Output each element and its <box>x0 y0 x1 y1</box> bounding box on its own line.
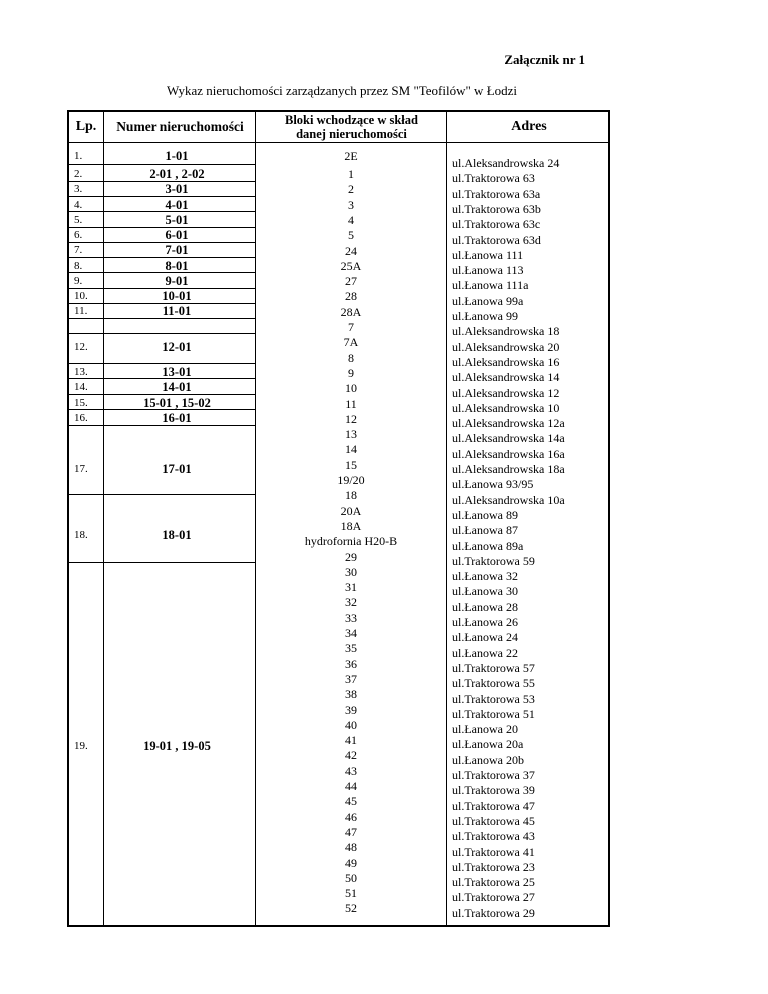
block-cell: 19/20 <box>337 473 365 487</box>
address-cell: ul.Łanowa 89 <box>452 507 518 522</box>
block-cell: 44 <box>345 779 357 793</box>
row-lp: 6. <box>74 229 83 241</box>
row-lp: 13. <box>74 366 88 378</box>
address-cell: ul.Aleksandrowska 10a <box>452 492 565 507</box>
address-cell: ul.Traktorowa 63d <box>452 232 541 247</box>
address-cell: ul.Aleksandrowska 14 <box>452 370 560 385</box>
row-lp: 5. <box>74 214 83 226</box>
block-cell: 8 <box>348 350 354 365</box>
block-cell: 31 <box>345 580 357 595</box>
property-number: 14-01 <box>162 380 192 394</box>
address-cell: ul.Łanowa 32 <box>452 569 518 584</box>
row-lp: 12. <box>74 341 88 353</box>
block-cell: 30 <box>345 564 357 579</box>
row-divider <box>69 288 255 289</box>
block-cell: 25A <box>340 258 362 273</box>
address-cell: ul.Traktorowa 39 <box>452 783 535 798</box>
address-cell: ul.Łanowa 111a <box>452 278 529 293</box>
row-lp: 16. <box>74 412 88 424</box>
row-lp: 3. <box>74 183 83 195</box>
address-cell: ul.Traktorowa 43 <box>452 829 535 844</box>
address-cell: ul.Łanowa 24 <box>452 630 518 645</box>
address-cell: ul.Łanowa 20b <box>452 752 524 767</box>
address-cell: ul.Łanowa 99a <box>452 293 524 308</box>
row-divider <box>69 562 255 563</box>
row-divider <box>69 333 255 334</box>
row-divider <box>69 211 255 212</box>
row-divider <box>69 181 255 182</box>
block-cell: 33 <box>345 610 357 625</box>
block-cell: 9 <box>348 365 354 380</box>
block-cell: 13 <box>345 427 357 442</box>
address-cell: ul.Traktorowa 57 <box>452 660 535 675</box>
row-lp: 2. <box>74 168 83 180</box>
address-cell: ul.Traktorowa 53 <box>452 691 535 706</box>
column-divider <box>446 112 447 925</box>
address-cell: ul.Traktorowa 27 <box>452 890 535 905</box>
address-cell: ul.Traktorowa 63a <box>452 186 541 201</box>
address-cell: ul.Traktorowa 23 <box>452 859 535 874</box>
address-cell: ul.Traktorowa 63 <box>452 171 535 186</box>
address-cell: ul.Łanowa 93/95 <box>452 477 534 492</box>
row-lp: 14. <box>74 381 88 393</box>
block-cell: 1 <box>348 167 354 181</box>
row-divider <box>69 196 255 197</box>
address-cell: ul.Traktorowa 55 <box>452 676 535 691</box>
address-cell: ul.Aleksandrowska 14a <box>452 431 565 446</box>
address-cell: ul.Łanowa 28 <box>452 599 518 614</box>
address-cell: ul.Łanowa 99 <box>452 309 518 323</box>
annex-label: Załącznik nr 1 <box>504 52 585 67</box>
address-cell: ul.Aleksandrowska 18a <box>452 462 565 476</box>
block-cell: 46 <box>345 809 357 824</box>
row-divider <box>69 494 255 495</box>
property-number: 7-01 <box>165 243 189 257</box>
block-cell: 36 <box>345 656 357 671</box>
property-number: 16-01 <box>162 411 192 425</box>
row-divider <box>69 409 255 410</box>
property-number: 12-01 <box>162 340 192 354</box>
address-cell: ul.Łanowa 87 <box>452 523 518 538</box>
row-divider <box>69 272 255 273</box>
row-divider <box>69 227 255 228</box>
address-cell: ul.Łanowa 89a <box>452 538 524 553</box>
block-cell: 10 <box>345 381 357 396</box>
property-number: 6-01 <box>165 228 189 242</box>
block-cell: 41 <box>345 733 357 748</box>
block-cell: 50 <box>345 870 357 885</box>
block-cell: 15 <box>345 457 357 472</box>
address-cell: ul.Traktorowa 47 <box>452 798 535 813</box>
block-cell: 28 <box>345 289 357 304</box>
address-cell: ul.Traktorowa 37 <box>452 768 535 782</box>
block-cell: 5 <box>348 228 354 243</box>
address-cell: ul.Traktorowa 25 <box>452 875 535 890</box>
header-lp: Lp. <box>75 119 97 134</box>
address-cell: ul.Łanowa 20 <box>452 722 518 737</box>
block-cell: 2E <box>344 149 358 163</box>
address-cell: ul.Łanowa 113 <box>452 263 524 278</box>
block-cell: 18A <box>340 518 362 533</box>
address-cell: ul.Łanowa 20a <box>452 737 524 752</box>
block-cell: 4 <box>348 212 354 227</box>
block-cell: 11 <box>345 396 357 411</box>
address-cell: ul.Aleksandrowska 16a <box>452 446 565 461</box>
block-cell: 7A <box>343 335 359 350</box>
block-cell: 32 <box>345 595 357 610</box>
block-cell: 51 <box>345 886 357 901</box>
header-numer: Numer nieruchomości <box>116 119 244 134</box>
row-lp: 7. <box>74 244 83 256</box>
property-number: 4-01 <box>165 198 189 212</box>
row-divider <box>69 394 255 395</box>
block-cell: 12 <box>345 411 357 426</box>
property-number: 11-01 <box>162 304 192 318</box>
property-number: 2-01 , 2-02 <box>149 167 205 181</box>
address-cell: ul.Łanowa 22 <box>452 645 518 660</box>
property-number: 19-01 , 19-05 <box>143 739 211 753</box>
row-divider <box>69 378 255 379</box>
block-cell: 7 <box>348 320 354 334</box>
row-lp: 8. <box>74 260 83 272</box>
property-number: 5-01 <box>165 213 189 227</box>
row-lp: 18. <box>74 529 88 541</box>
property-number: 3-01 <box>165 182 189 196</box>
property-number: 10-01 <box>162 289 192 303</box>
address-cell: ul.Traktorowa 51 <box>452 706 535 721</box>
block-cell: 37 <box>345 671 357 686</box>
block-cell: 35 <box>345 641 357 656</box>
address-cell: ul.Aleksandrowska 24 <box>452 156 560 170</box>
block-cell: 28A <box>340 304 362 319</box>
properties-table <box>67 110 610 927</box>
address-cell: ul.Aleksandrowska 12a <box>452 416 565 431</box>
block-cell: 47 <box>345 824 357 839</box>
block-cell: 14 <box>345 442 357 457</box>
address-cell: ul.Łanowa 26 <box>452 615 518 629</box>
address-cell: ul.Traktorowa 63c <box>452 217 541 232</box>
block-cell: 20A <box>340 503 362 518</box>
block-cell: hydrofornia H20-B <box>304 534 398 549</box>
block-cell: 27 <box>345 274 357 289</box>
row-lp: 10. <box>74 290 88 302</box>
property-number: 8-01 <box>165 259 189 273</box>
block-cell: 29 <box>345 549 357 564</box>
block-cell: 42 <box>345 748 357 763</box>
address-cell: ul.Aleksandrowska 18 <box>452 324 560 339</box>
document-title-text: Wykaz nieruchomości zarządzanych przez SM "Teofilów" w Łodzi <box>166 83 518 98</box>
header-adres: Adres <box>511 119 547 134</box>
row-divider <box>69 164 255 165</box>
property-number: 9-01 <box>165 274 189 288</box>
block-cell: 34 <box>345 626 357 640</box>
block-cell: 39 <box>345 702 357 717</box>
document-title <box>0 83 768 99</box>
header-bloki: Bloki wchodzące w skład danej nieruchomości <box>284 113 418 141</box>
address-cell: ul.Aleksandrowska 20 <box>452 339 560 354</box>
address-cell: ul.Aleksandrowska 16 <box>452 354 560 369</box>
property-number: 13-01 <box>162 365 192 379</box>
block-cell: 40 <box>345 717 357 732</box>
row-divider <box>69 303 255 304</box>
block-cell: 24 <box>345 243 357 258</box>
row-lp: 15. <box>74 397 88 409</box>
block-cell: 3 <box>348 197 354 212</box>
block-cell: 43 <box>345 763 357 778</box>
block-cell: 2 <box>348 182 354 197</box>
row-lp: 11. <box>74 305 88 317</box>
row-divider <box>69 425 255 426</box>
address-cell: ul.Traktorowa 59 <box>452 553 535 568</box>
row-lp: 4. <box>74 199 83 211</box>
block-cell: 38 <box>345 687 357 702</box>
block-cell: 52 <box>345 901 357 916</box>
block-cell: 18 <box>345 488 357 503</box>
row-lp: 9. <box>74 275 83 287</box>
address-cell: ul.Aleksandrowska 10 <box>452 400 560 415</box>
address-cell: ul.Traktorowa 41 <box>452 844 535 859</box>
row-lp: 19. <box>74 740 88 752</box>
address-cell: ul.Łanowa 30 <box>452 584 518 599</box>
address-cell: ul.Łanowa 111 <box>452 247 524 262</box>
header-divider <box>69 142 608 143</box>
row-lp: 17. <box>74 463 88 475</box>
property-number: 15-01 , 15-02 <box>143 396 211 410</box>
address-cell: ul.Traktorowa 45 <box>452 813 535 828</box>
property-number: 17-01 <box>162 462 192 476</box>
row-divider <box>69 257 255 258</box>
block-cell: 45 <box>345 794 357 809</box>
row-divider <box>69 242 255 243</box>
row-divider <box>69 318 255 319</box>
row-divider <box>69 363 255 364</box>
address-cell: ul.Traktorowa 63b <box>452 201 541 216</box>
property-number: 18-01 <box>162 528 192 542</box>
property-number: 1-01 <box>165 149 189 163</box>
address-cell: ul.Aleksandrowska 12 <box>452 385 560 400</box>
block-cell: 49 <box>345 855 357 870</box>
address-cell: ul.Traktorowa 29 <box>452 905 535 920</box>
block-cell: 48 <box>345 840 357 855</box>
row-lp: 1. <box>74 150 83 162</box>
